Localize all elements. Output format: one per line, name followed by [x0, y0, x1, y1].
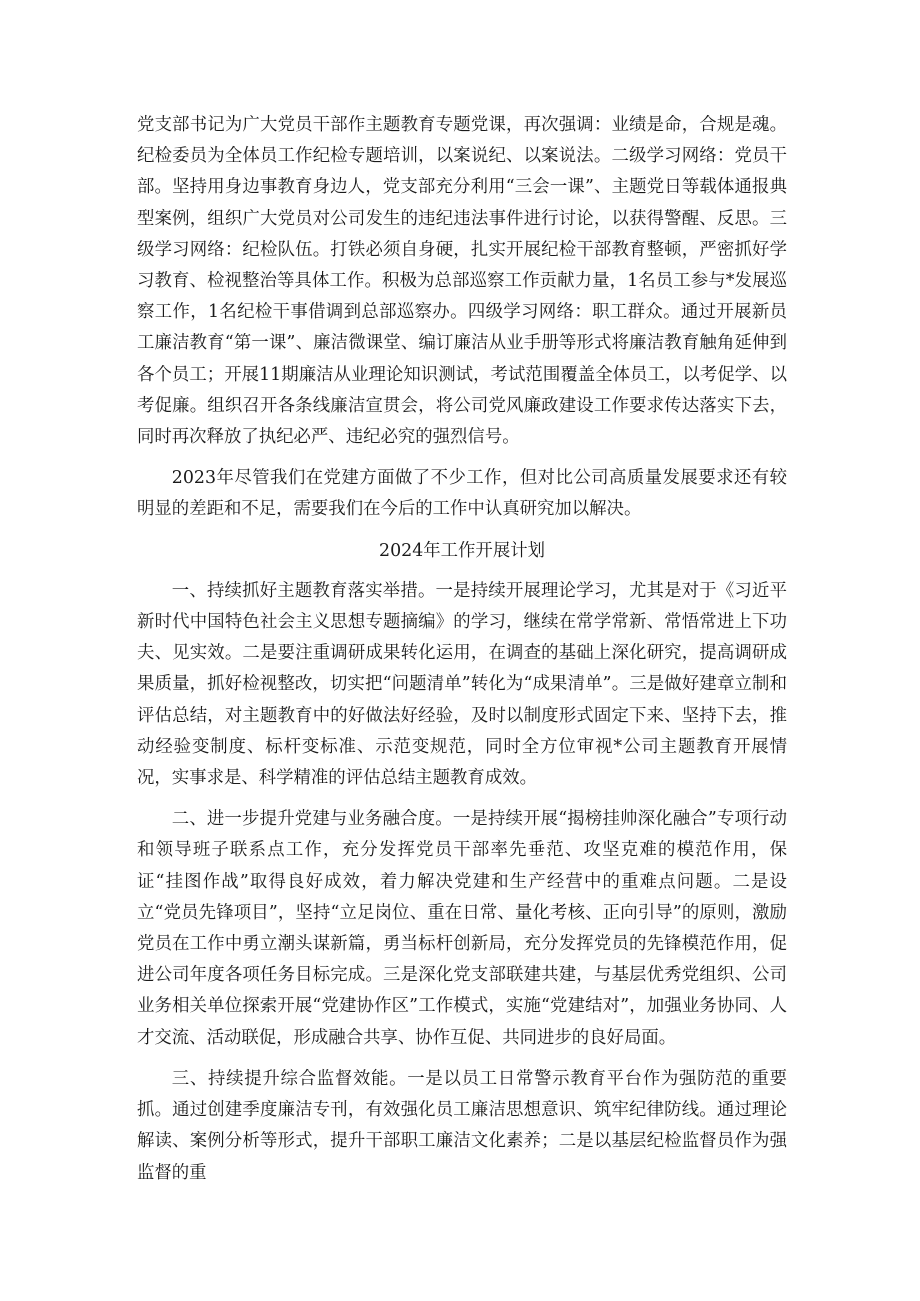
paragraph-learning-network: 党支部书记为广大党员干部作主题教育专题党课，再次强调：业绩是命，合规是魂。纪检委员为全体员工作纪检专题培训，以案说纪、以案说法。二级学习网络：党员干部。坚持用身边事教育身边人，党支部充分利用“三会一课”、主题党日等载体通报典型案例，组织广大党员对公司发生的违纪违法事件进行讨论，以获得警醒、反思。三级学习网络：纪检队伍。打铁必须自身硬，扎实开展纪检干部教育整顿，严密抓好学习教育、检视整治等具体工作。积极为总部巡察工作贡献力量，1名员工参与*发展巡察工作，1名纪检干事借调到总部巡察办。四级学习网络：职工群众。通过开展新员工廉洁教育“第一课”、廉洁微课堂、编订廉洁从业手册等形式将廉洁教育触角延伸到各个员工；开展11期廉洁从业理论知识测试，考试范围覆盖全体员工，以考促学、以考促廉。组织召开各条线廉洁宣贯会，将公司党风廉政建设工作要求传达落实下去，同时再次释放了执纪必严、违纪必究的强烈信号。 — [137, 115, 787, 448]
document-body — [137, 110, 787, 1189]
paragraph-2023-summary: 2023年尽管我们在党建方面做了不少工作，但对比公司高质量发展要求还有较明显的差距和不足，需要我们在今后的工作中认真研究加以解决。 — [137, 468, 787, 520]
section-heading-2024-plan: 2024年工作开展计划 — [379, 540, 545, 561]
plan-item-theme-education: 一、持续抓好主题教育落实举措。一是持续开展理论学习，尤其是对于《习近平新时代中国特色社会主义思想专题摘编》的学习，继续在常学常新、常悟常进上下功夫、见实效。二是要注重调研成果转化运用，在调查的基础上深化研究，提高调研成果质量，抓好检视整改，切实把“问题清单”转化为“成果清单”。三是做好建章立制和评估总结，对主题教育中的好做法好经验，及时以制度形式固定下来、坚持下去，推动经验变制度、标杆变标准、示范变规范，同时全方位审视*公司主题教育开展情况，实事求是、科学精准的评估总结主题教育成效。 — [137, 580, 787, 789]
plan-item-party-business-integration: 二、进一步提升党建与业务融合度。一是持续开展“揭榜挂帅深化融合”专项行动和领导班子联系点工作，充分发挥党员干部率先垂范、攻坚克难的模范作用，保证“挂图作战”取得良好成效，着力解决党建和生产经营中的重难点问题。二是设立“党员先锋项目”，坚持“立足岗位、重在日常、量化考核、正向引导”的原则，激励党员在工作中勇立潮头谋新篇，勇当标杆创新局，充分发挥党员的先锋模范作用，促进公司年度各项任务目标完成。三是深化党支部联建共建，与基层优秀党组织、公司业务相关单位探索开展“党建协作区”工作模式，实施“党建结对”，加强业务协同、人才交流、活动联促，形成融合共享、协作互促、共同进步的良好局面。 — [137, 809, 787, 1048]
plan-item-supervision-efficiency: 三、持续提升综合监督效能。一是以员工日常警示教育平台作为强防范的重要抓。通过创建季度廉洁专刊，有效强化员工廉洁思想意识、筑牢纪律防线。通过理论解读、案例分析等形式，提升干部职工廉洁文化素养；二是以基层纪检监督员作为强监督的重 — [137, 1068, 787, 1183]
